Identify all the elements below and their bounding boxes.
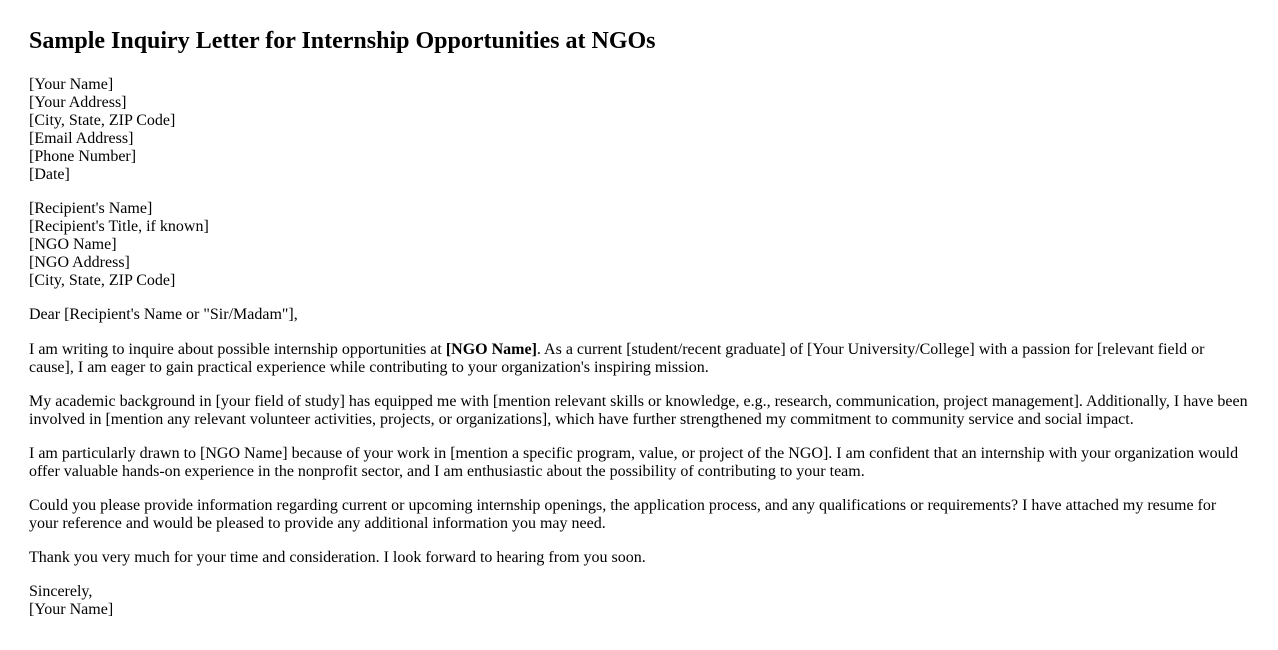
paragraph-intro <box>29 341 1249 377</box>
signature-line: [Your Name] <box>29 601 114 619</box>
sender-phone-line: [Phone Number] <box>29 147 137 165</box>
closing-block <box>29 583 1249 619</box>
paragraph-motivation: I am particularly drawn to [NGO Name] because of your work in [mention a specific program, value, or project of the NGO]. I am confident that an internship with your organization would offer valuable hands-on experience in the nonprofit sector, and I am enthusiastic about the possibility of contributing to your team. <box>29 444 1239 480</box>
salutation: Dear [Recipient's Name or "Sir/Madam"], <box>29 306 298 324</box>
paragraph-request: Could you please provide information regarding current or upcoming internship openings, the application process, and any qualifications or requirements? I have attached my resume for your reference and would be pleased to provide any additional information you may need. <box>29 497 1217 533</box>
recipient-title-line: [Recipient's Title, if known] <box>29 218 209 236</box>
ngo-name-bold: [NGO Name] <box>445 340 537 358</box>
date-line: [Date] <box>29 165 70 183</box>
paragraph-intro-prefix: I am writing to inquire about possible internship opportunities at <box>29 340 446 358</box>
sender-name-line: [Your Name] <box>29 75 114 93</box>
paragraph-background: My academic background in [your field of study] has equipped me with [mention relevant skills or knowledge, e.g., research, communication, project management]. Additionally, I have been involved in [mention any relevant volunteer activities, projects, or organizations], which have further strengthened my commitment to community service and social impact. <box>29 392 1248 428</box>
recipient-name-line: [Recipient's Name] <box>29 200 153 218</box>
paragraph-intro-suffix: . As a current [student/recent graduate] of [Your University/College] with a passion for [relevant field or cause], I am eager to gain practical experience while contributing to your organization's inspiring mission. <box>29 340 1205 376</box>
sender-email-line: [Email Address] <box>29 129 134 147</box>
recipient-address-block <box>29 200 1249 290</box>
ngo-address-line: [NGO Address] <box>29 254 130 272</box>
sender-address-line: [Your Address] <box>29 93 127 111</box>
sender-address-block <box>29 76 1249 184</box>
ngo-city-line: [City, State, ZIP Code] <box>29 272 176 290</box>
paragraph-thanks: Thank you very much for your time and consideration. I look forward to hearing from you soon. <box>29 549 646 567</box>
sign-off-line: Sincerely, <box>29 583 93 601</box>
document-title: Sample Inquiry Letter for Internship Opportunities at NGOs <box>29 28 656 54</box>
sender-city-line: [City, State, ZIP Code] <box>29 111 176 129</box>
ngo-name-line: [NGO Name] <box>29 236 117 254</box>
